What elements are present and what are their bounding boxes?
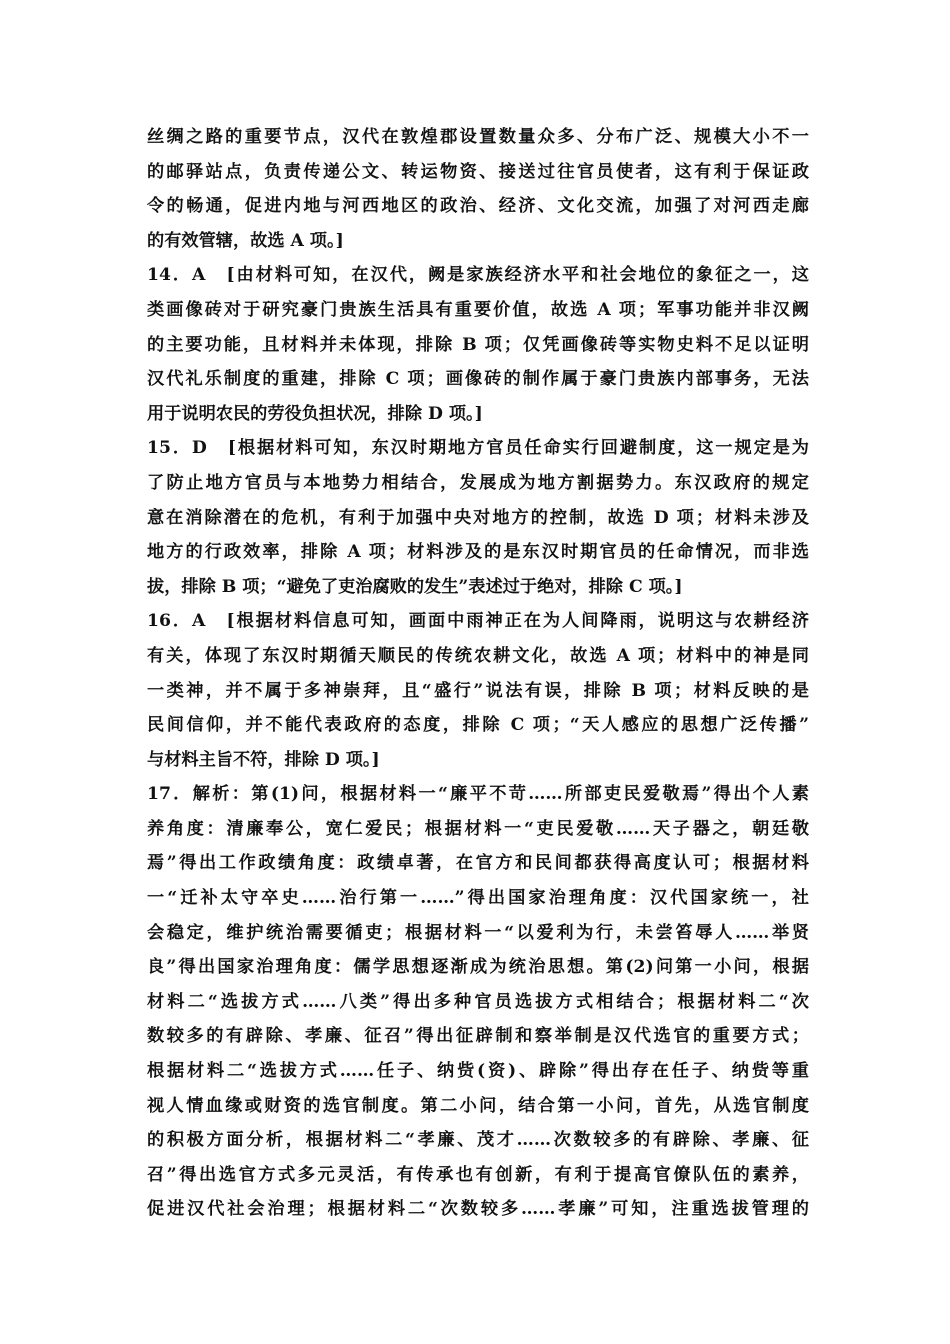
- text-line: 的有效管辖，故选 A 项。]: [147, 230, 344, 251]
- text-line: 促进汉代社会治理；根据材料二“次数较多……孝廉”可知，注重选拔管理的: [147, 1199, 809, 1220]
- text-line: 有关，体现了东汉时期循天顺民的传统农耕文化，故选 A 项；材料中的神是同: [147, 645, 809, 666]
- text-line: 一“迁补太守卒史……治行第一……”得出国家治理角度：汉代国家统一，社: [147, 888, 809, 909]
- text-line: 用于说明农民的劳役负担状况，排除 D 项。]: [147, 403, 483, 424]
- text-line: 视人情血缘或财资的选官制度。第二小问，结合第一小问，首先，从选官制度: [147, 1095, 809, 1116]
- answer-text-block: [147, 120, 809, 1227]
- text-line: 汉代礼乐制度的重建，排除 C 项；画像砖的制作属于豪门贵族内部事务，无法: [147, 369, 809, 390]
- answer-15-line: 15．D [根据材料可知，东汉时期地方官员任命实行回避制度，这一规定是为: [147, 438, 809, 459]
- text-line: 丝绸之路的重要节点，汉代在敦煌郡设置数量众多、分布广泛、规模大小不一: [147, 127, 809, 147]
- text-line: 数较多的有辟除、孝廉、征召”得出征辟制和察举制是汉代选官的重要方式；: [147, 1026, 809, 1047]
- text-line: 的主要功能，且材料并未体现，排除 B 项；仅凭画像砖等实物史料不足以证明: [147, 334, 809, 355]
- text-line: 养角度：清廉奉公，宽仁爱民；根据材料一“吏民爱敬……天子器之，朝廷敬: [147, 818, 809, 839]
- text-line: 召”得出选官方式多元灵活，有传承也有创新，有利于提高官僚队伍的素养，: [147, 1164, 809, 1185]
- text-line: 材料二“选拔方式……八类”得出多种官员选拔方式相结合；根据材料二“次: [147, 991, 809, 1012]
- text-line: 民间信仰，并不能代表政府的态度，排除 C 项；“天人感应的思想广泛传播”: [147, 715, 809, 736]
- text-line: 的邮驿站点，负责传递公文、转运物资、接送过往官员使者，这有利于保证政: [147, 161, 809, 182]
- answer-17-line: 17．解析：第(1)问，根据材料一“廉平不苛……所部吏民爱敬焉”得出个人素: [147, 784, 809, 805]
- text-line: 令的畅通，促进内地与河西地区的政治、经济、文化交流，加强了对河西走廊: [147, 196, 809, 217]
- text-line: 一类神，并不属于多神崇拜，且“盛行”说法有误，排除 B 项；材料反映的是: [147, 680, 809, 701]
- answer-14-line: 14．A [由材料可知，在汉代，阙是家族经济水平和社会地位的象征之一，这: [147, 265, 809, 286]
- text-line: 拔，排除 B 项；“避免了吏治腐败的发生”表述过于绝对，排除 C 项。]: [147, 576, 683, 597]
- text-line: 类画像砖对于研究豪门贵族生活具有重要价值，故选 A 项；军事功能并非汉阙: [147, 299, 809, 320]
- text-line: 与材料主旨不符，排除 D 项。]: [147, 749, 380, 770]
- text-line: 焉”得出工作政绩角度：政绩卓著，在官方和民间都获得高度认可；根据材料: [147, 853, 809, 874]
- text-line: 根据材料二“选拔方式……任子、纳赀(资)、辟除”得出存在任子、纳赀等重: [147, 1061, 809, 1082]
- text-line: 会稳定，维护统治需要循吏；根据材料一“以爱利为行，未尝笞辱人……举贤: [147, 922, 809, 943]
- text-line: 了防止地方官员与本地势力相结合，发展成为地方割据势力。东汉政府的规定: [147, 472, 809, 493]
- text-line: 地方的行政效率，排除 A 项；材料涉及的是东汉时期官员的任命情况，而非选: [147, 542, 809, 563]
- text-line: 的积极方面分析，根据材料二“孝廉、茂才……次数较多的有辟除、孝廉、征: [147, 1130, 809, 1151]
- text-line: 良”得出国家治理角度：儒学思想逐渐成为统治思想。第(2)问第一小问，根据: [147, 957, 809, 978]
- text-line: 意在消除潜在的危机，有利于加强中央对地方的控制，故选 D 项；材料未涉及: [147, 507, 809, 528]
- answer-16-line: 16．A [根据材料信息可知，画面中雨神正在为人间降雨，说明这与农耕经济: [147, 611, 809, 632]
